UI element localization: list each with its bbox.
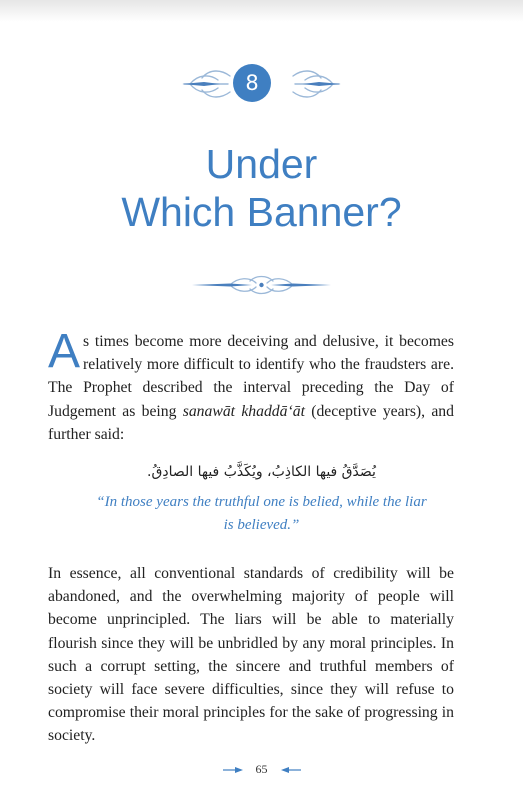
chapter-title-line1: Under <box>205 141 318 187</box>
paragraph-1-text-a: s times become more deceiving and delusive, it becomes relatively more difficult to identify who the fraudsters are. The Prophet described the interval preceding the Day of Judgement as being <box>48 333 454 420</box>
chapter-number-badge: 8 <box>233 64 271 102</box>
arrow-ornament-icon <box>279 766 301 774</box>
page-number: 65 <box>255 762 268 776</box>
arrow-ornament-icon <box>223 766 245 774</box>
arabic-quote: يُصَدَّقُ فيها الكاذِبُ، ويُكَذَّبُ فيها الصادِقُ. <box>147 464 376 480</box>
arabic-term: sanawāt khaddā‘āt <box>182 402 305 420</box>
chapter-title-line2: Which Banner? <box>121 189 402 235</box>
translation-quote: “In those years the truthful one is belied, while the liar is believed.” <box>96 494 427 533</box>
filigree-divider-icon <box>190 273 333 297</box>
drop-cap: A <box>48 325 81 378</box>
page-footer <box>0 762 523 777</box>
body-paragraph-2: In essence, all conventional standards of credibility will be abandoned, and the overwhelming majority of people will become unprincipled. The liars will be able to materially flourish since they will be unbridled by any moral principles. In such a corrupt setting, the sincere and truthful members of society will face severe difficulties, since they will refuse to compromise their moral principles for the sake of progressing in society. <box>48 565 454 745</box>
chapter-title <box>0 140 523 236</box>
body-paragraph-1 <box>48 325 454 446</box>
paragraph-1-text-b: (deceptive years), and further said: <box>48 402 454 443</box>
page-top-shade <box>0 0 523 22</box>
